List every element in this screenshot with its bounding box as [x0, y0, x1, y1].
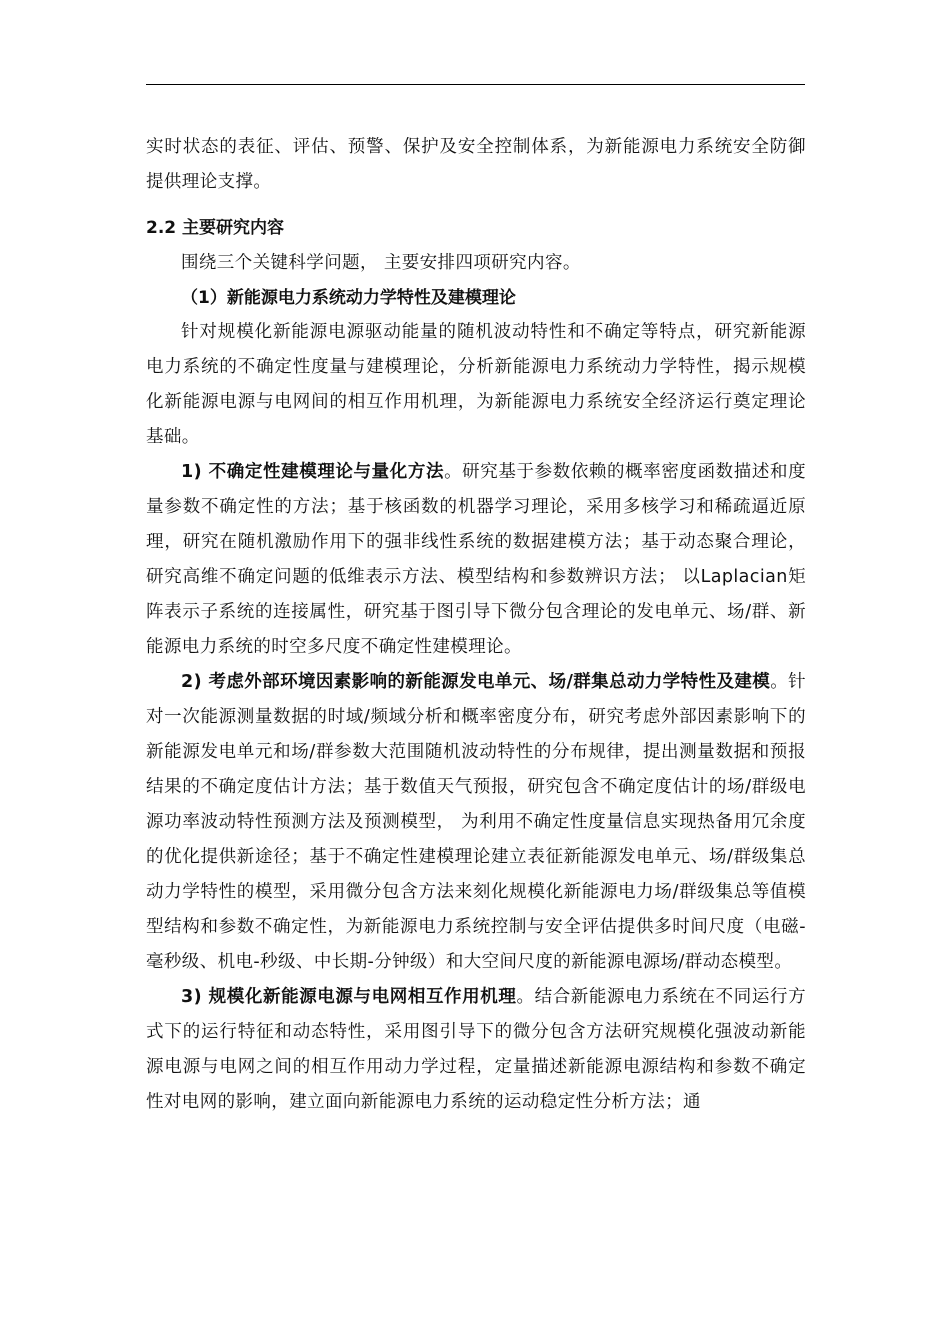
item-2 — [146, 665, 806, 980]
item-2-title: 2) 考虑外部环境因素影响的新能源发电单元、场/群集总动力学特性及建模 — [181, 672, 771, 692]
document-body — [146, 130, 806, 1120]
section-heading: 2.2 主要研究内容 — [146, 218, 285, 238]
item-3 — [146, 980, 806, 1120]
item-2-text: 。针对一次能源测量数据的时域/频域分析和概率密度分布，研究考虑外部因素影响下的新能源发电单元和场/群参数大范围随机波动特性的分布规律，提出测量数据和预报结果的不确定度估计方法；基于数值天气预报，研究包含不确定度估计的场/群级电源功率波动特性预测方法及预测模型， 为利用不确定性度量信息实现热备用冗余度的优化提供新途径；基于不确定性建模理论建立表征新能源发电单元、场/群级集总动力学特性的模型，采用微分包含方法来刻化规模化新能源电力场/群级集总等值模型结构和参数不确定性，为新能源电力系统控制与安全评估提供多时间尺度（电磁-毫秒级、机电-秒级、中长期-分钟级）和大空间尺度的新能源电源场/群动态模型。 — [146, 672, 806, 972]
item-1-text: 。研究基于参数依赖的概率密度函数描述和度量参数不确定性的方法；基于核函数的机器学习理论，采用多核学习和稀疏逼近原理，研究在随机激励作用下的强非线性系统的数据建模方法；基于动态聚合理论，研究高维不确定问题的低维表示方法、模型结构和参数辨识方法； 以Laplacian矩阵表示子系统的连接属性，研究基于图引导下微分包含理论的发电单元、场/群、新能源电力系统的时空多尺度不确定性建模理论。 — [146, 462, 807, 657]
header-rule — [146, 84, 805, 85]
subsection-heading: （1）新能源电力系统动力学特性及建模理论 — [181, 288, 516, 308]
paragraph-overview: 针对规模化新能源电源驱动能量的随机波动特性和不确定等特点，研究新能源电力系统的不确定性度量与建模理论，分析新能源电力系统动力学特性，揭示规模化新能源电源与电网间的相互作用机理，为新能源电力系统安全经济运行奠定理论基础。 — [146, 322, 806, 447]
item-3-title: 3) 规模化新能源电源与电网相互作用机理 — [181, 987, 517, 1007]
item-1 — [146, 455, 806, 665]
item-3-text: 。结合新能源电力系统在不同运行方式下的运行特征和动态特性，采用图引导下的微分包含方法研究规模化强波动新能源电源与电网之间的相互作用动力学过程，定量描述新能源电源结构和参数不确定性对电网的影响，建立面向新能源电力系统的运动稳定性分析方法；通 — [146, 987, 806, 1112]
section-intro: 围绕三个关键科学问题， 主要安排四项研究内容。 — [181, 253, 581, 273]
item-1-title: 1) 不确定性建模理论与量化方法 — [181, 462, 445, 482]
paragraph-continuation: 实时状态的表征、评估、预警、保护及安全控制体系，为新能源电力系统安全防御提供理论支撑。 — [146, 137, 806, 192]
